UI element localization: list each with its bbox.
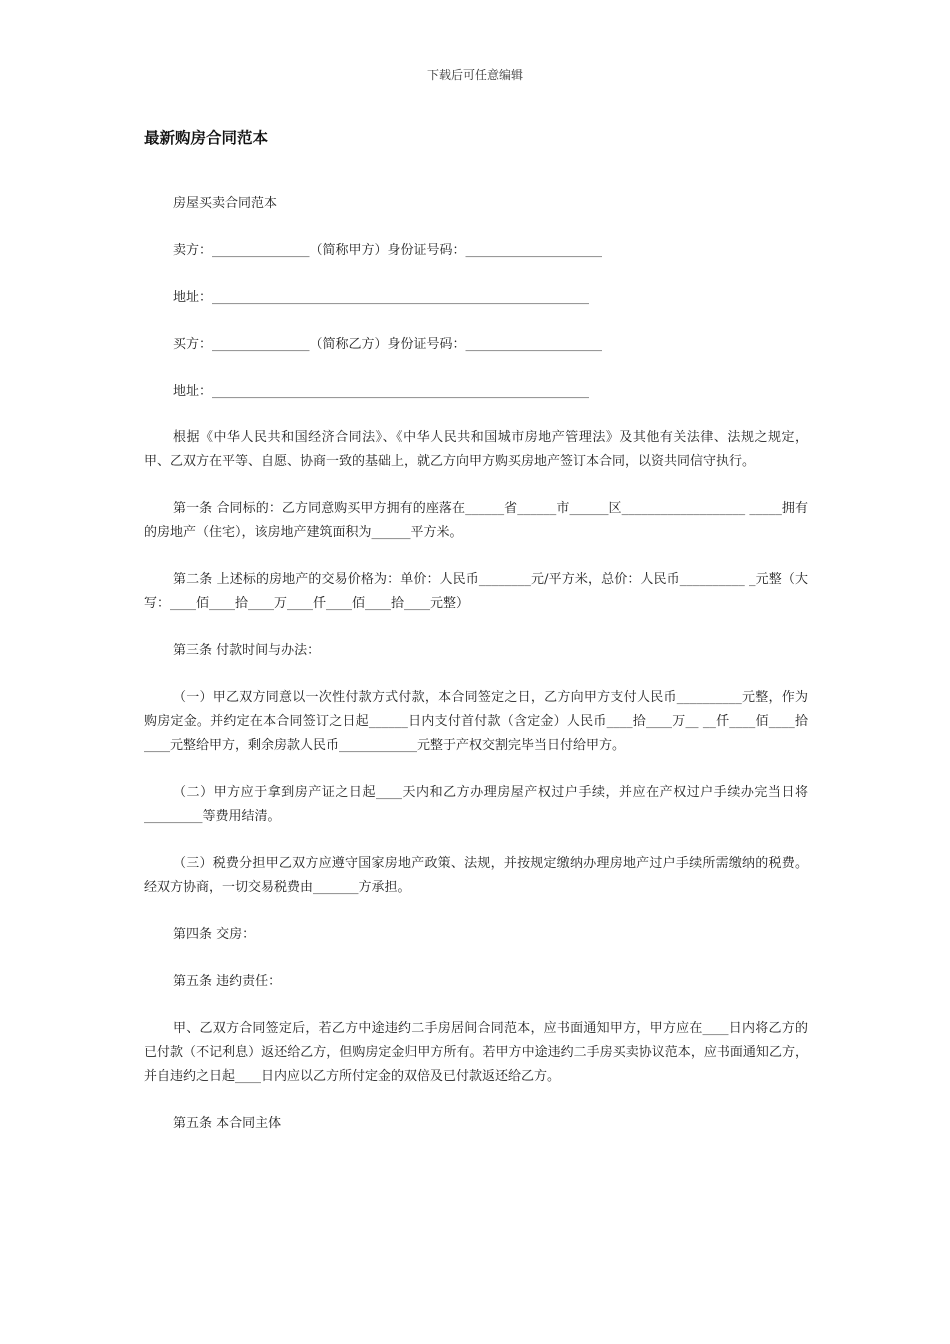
paragraph-article-5-subject: 第五条 本合同主体 xyxy=(173,1116,282,1131)
paragraph-article-3-item-3: （三）税费分担甲乙双方应遵守国家房地产政策、法规，并按规定缴纳办理房地产过户手续所需缴纳的税费。经双方协商，一切交易税费由_______方承担。 xyxy=(144,856,808,895)
paragraph-article-3-item-2: （二）甲方应于拿到房产证之日起____天内和乙方办理房屋产权过户手续，并应在产权过户手续办完当日将_________等费用结清。 xyxy=(144,785,808,824)
paragraph-buyer: 买方：_______________（简称乙方）身份证号码：_____________________ xyxy=(173,337,603,352)
paragraph-seller-address: 地址：__________________________________________________________ xyxy=(173,290,590,305)
paragraph-article-1: 第一条 合同标的：乙方同意购买甲方拥有的座落在______省______市______区___________________ _____拥有的房地产（住宅），该房地产建筑面积为______平方米。 xyxy=(144,501,808,540)
paragraph-seller: 卖方：_______________（简称甲方）身份证号码：_____________________ xyxy=(173,243,603,258)
paragraph-article-5: 第五条 违约责任： xyxy=(173,974,282,989)
header-note: 下载后可任意编辑 xyxy=(426,68,523,82)
paragraph-article-3-item-1: （一）甲乙双方同意以一次性付款方式付款，本合同签定之日，乙方向甲方支付人民币__________元整，作为购房定金。并约定在本合同签订之日起______日内支付首付款（含定金）人民币____拾____万__ __仟____佰____拾____元整给甲方，剩余房款人民币____________元整于产权交割完毕当日付给甲方。 xyxy=(144,690,808,753)
paragraph-subtitle: 房屋买卖合同范本 xyxy=(173,196,278,211)
paragraph-article-2: 第二条 上述标的房地产的交易价格为：单价：人民币________元/平方米，总价：人民币__________ _元整（大写：____佰____拾____万____仟____佰____拾____元整） xyxy=(144,572,808,611)
document-title: 最新购房合同范本 xyxy=(144,129,269,147)
paragraph-breach-terms: 甲、乙双方合同签定后，若乙方中途违约二手房居间合同范本，应书面通知甲方，甲方应在____日内将乙方的已付款（不记利息）返还给乙方，但购房定金归甲方所有。若甲方中途违约二手房买卖协议范本，应书面通知乙方，并自违约之日起____日内应以乙方所付定金的双倍及已付款返还给乙方。 xyxy=(144,1021,808,1084)
paragraph-article-3: 第三条 付款时间与办法： xyxy=(173,643,321,658)
paragraph-buyer-address: 地址：__________________________________________________________ xyxy=(173,384,590,399)
paragraph-article-4: 第四条 交房： xyxy=(173,927,256,942)
paragraph-preamble: 根据《中华人民共和国经济合同法》、《中华人民共和国城市房地产管理法》及其他有关法律、法规之规定，甲、乙双方在平等、自愿、协商一致的基础上，就乙方向甲方购买房地产签订本合同，以资共同信守执行。 xyxy=(144,430,808,469)
document-body xyxy=(144,192,808,1136)
